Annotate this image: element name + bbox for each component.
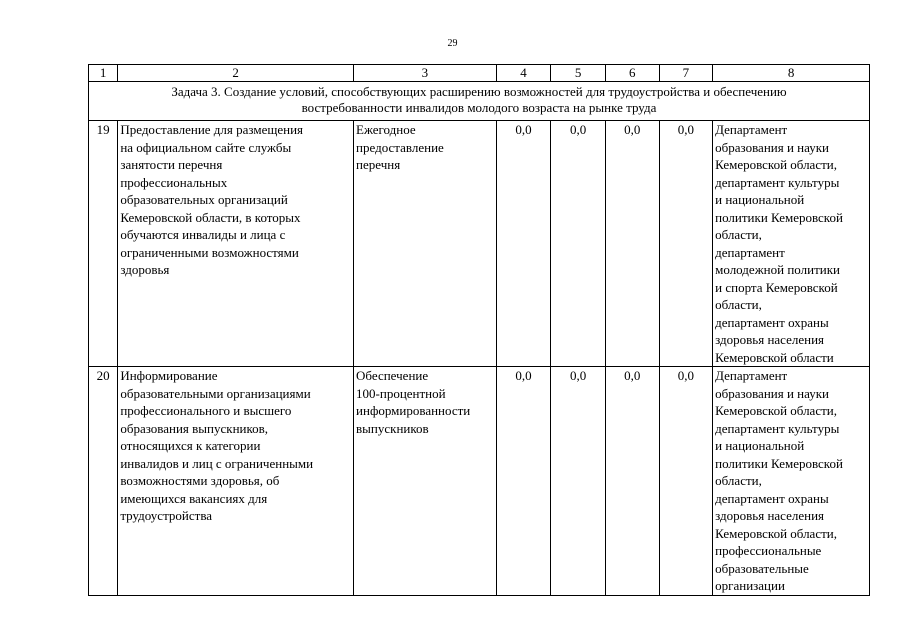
column-number-row [89, 65, 870, 82]
value-cell: 0,0 [659, 367, 713, 596]
column-header-6: 6 [605, 65, 659, 82]
task-title: Задача 3. Создание условий, способствующих расширению возможностей для трудоустройства и обеспечению востребованности инвалидов молодого возраста на рынке труда [89, 82, 870, 121]
column-header-4: 4 [496, 65, 551, 82]
table-row [89, 367, 870, 596]
task-row [89, 82, 870, 121]
column-header-2: 2 [118, 65, 354, 82]
page-number: 29 [447, 38, 458, 49]
value-cell: 0,0 [551, 121, 606, 367]
result-cell: Ежегодное предоставление перечня [354, 121, 497, 367]
value-cell: 0,0 [605, 121, 659, 367]
column-header-5: 5 [551, 65, 606, 82]
responsible-cell: Департамент образования и науки Кемеровской области, департамент культуры и национальной политики Кемеровской области, департамент молодежной политики и спорта Кемеровской области, департамент охраны здоровья населения Кемеровской области [713, 121, 870, 367]
responsible-cell: Департамент образования и науки Кемеровской области, департамент культуры и национальной политики Кемеровской области, департамент охраны здоровья населения Кемеровской области, профессиональные образовательные организации [713, 367, 870, 596]
value-cell: 0,0 [605, 367, 659, 596]
program-measures-table [88, 64, 870, 596]
column-header-1: 1 [89, 65, 118, 82]
result-cell: Обеспечение 100-процентной информированности выпускников [354, 367, 497, 596]
column-header-3: 3 [354, 65, 497, 82]
value-cell: 0,0 [551, 367, 606, 596]
column-header-8: 8 [713, 65, 870, 82]
measure-cell: Информирование образовательными организациями профессионального и высшего образования выпускников, относящихся к категории инвалидов и лиц с ограниченными возможностями здоровья, об имеющихся вакансиях для трудоустройства [118, 367, 354, 596]
value-cell: 0,0 [496, 121, 551, 367]
table-row [89, 121, 870, 367]
column-header-7: 7 [659, 65, 713, 82]
value-cell: 0,0 [659, 121, 713, 367]
row-number: 20 [89, 367, 118, 596]
measure-cell: Предоставление для размещения на официальном сайте службы занятости перечня профессиональных образовательных организаций Кемеровской области, в которых обучаются инвалиды и лица с ограниченными возможностями здоровья [118, 121, 354, 367]
row-number: 19 [89, 121, 118, 367]
value-cell: 0,0 [496, 367, 551, 596]
